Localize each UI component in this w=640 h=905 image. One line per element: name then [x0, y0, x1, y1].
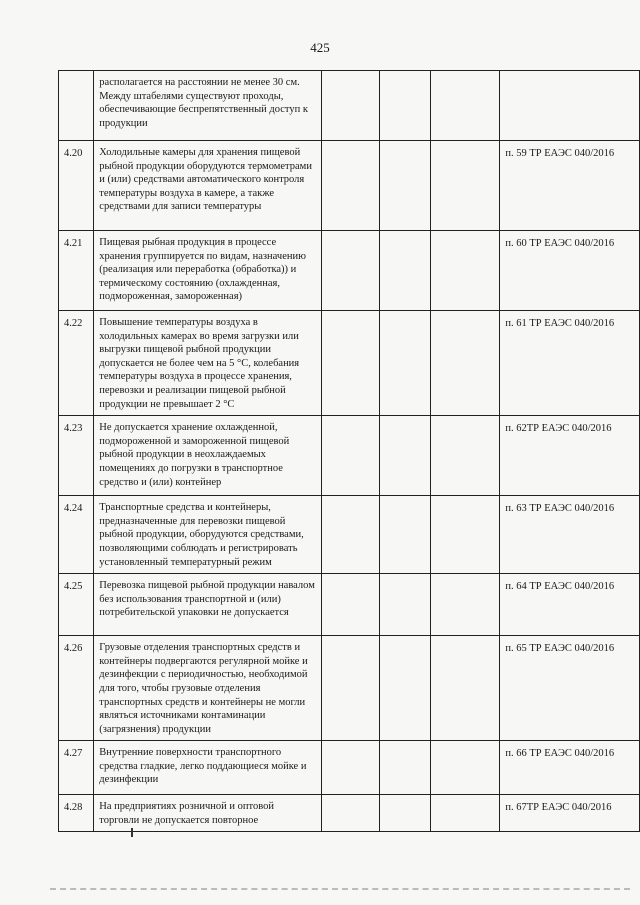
empty-cell	[431, 496, 500, 574]
table-row	[59, 741, 640, 795]
empty-cell	[321, 574, 379, 636]
empty-cell	[431, 71, 500, 141]
row-number: 4.20	[59, 141, 94, 231]
reference-cell: п. 65 ТР ЕАЭС 040/2016	[500, 636, 640, 741]
empty-cell	[380, 231, 431, 311]
requirement-text: Пищевая рыбная продукция в процессе хранения группируется по видам, назначению (реализация или переработка (обработка)) и термическому состоянию (охлажденная, подмороженная, замороженная)	[94, 231, 322, 311]
row-number: 4.22	[59, 311, 94, 416]
empty-cell	[321, 231, 379, 311]
empty-cell	[431, 141, 500, 231]
empty-cell	[321, 636, 379, 741]
empty-cell	[431, 636, 500, 741]
row-number: 4.28	[59, 795, 94, 832]
requirement-text: Грузовые отделения транспортных средств и контейнеры подвергаются регулярной мойке и дезинфекции с периодичностью, необходимой для того, чтобы грузовые отделения транспортных средств и контейнеры не могли являться источниками контаминации (загрязнения) продукции	[94, 636, 322, 741]
empty-cell	[321, 311, 379, 416]
row-number: 4.24	[59, 496, 94, 574]
empty-cell	[431, 741, 500, 795]
empty-cell	[380, 416, 431, 496]
table-body	[59, 71, 640, 832]
table-row	[59, 141, 640, 231]
table-row	[59, 795, 640, 832]
empty-cell	[380, 71, 431, 141]
row-number: 4.23	[59, 416, 94, 496]
reference-cell: п. 66 ТР ЕАЭС 040/2016	[500, 741, 640, 795]
empty-cell	[431, 416, 500, 496]
empty-cell	[431, 231, 500, 311]
table-row	[59, 574, 640, 636]
row-number: 4.27	[59, 741, 94, 795]
reference-cell: п. 64 ТР ЕАЭС 040/2016	[500, 574, 640, 636]
scan-mark	[131, 828, 133, 837]
empty-cell	[380, 795, 431, 832]
reference-cell: п. 61 ТР ЕАЭС 040/2016	[500, 311, 640, 416]
empty-cell	[321, 416, 379, 496]
empty-cell	[380, 496, 431, 574]
reference-cell	[500, 71, 640, 141]
table-row	[59, 231, 640, 311]
requirement-text: Холодильные камеры для хранения пищевой рыбной продукции оборудуются термометрами и (или) средствами автоматического контроля температуры воздуха в камере, а также средствами для записи температуры	[94, 141, 322, 231]
empty-cell	[321, 496, 379, 574]
page-number: 425	[310, 40, 330, 55]
empty-cell	[380, 574, 431, 636]
reference-cell: п. 59 ТР ЕАЭС 040/2016	[500, 141, 640, 231]
empty-cell	[431, 574, 500, 636]
checklist-table	[58, 70, 640, 832]
reference-cell: п. 60 ТР ЕАЭС 040/2016	[500, 231, 640, 311]
requirement-text: На предприятиях розничной и оптовой торговли не допускается повторное	[94, 795, 322, 832]
table-row	[59, 496, 640, 574]
empty-cell	[380, 636, 431, 741]
requirement-text: Транспортные средства и контейнеры, предназначенные для перевозки пищевой рыбной продукции, оборудуются средствами, позволяющими соблюдать и регистрировать установленный температурный режим	[94, 496, 322, 574]
table-row	[59, 636, 640, 741]
empty-cell	[321, 795, 379, 832]
row-number: 4.25	[59, 574, 94, 636]
empty-cell	[380, 141, 431, 231]
reference-cell: п. 63 ТР ЕАЭС 040/2016	[500, 496, 640, 574]
requirement-text: Перевозка пищевой рыбной продукции навалом без использования транспортной и (или) потребительской упаковки не допускается	[94, 574, 322, 636]
requirement-text: располагается на расстоянии не менее 30 см. Между штабелями существуют проходы, обеспечивающие беспрепятственный доступ к продукции	[94, 71, 322, 141]
reference-cell: п. 62ТР ЕАЭС 040/2016	[500, 416, 640, 496]
requirement-text: Не допускается хранение охлажденной, подмороженной и замороженной пищевой рыбной продукции в неохлаждаемых помещениях до погрузки в транспортное средство и (или) контейнер	[94, 416, 322, 496]
empty-cell	[380, 741, 431, 795]
empty-cell	[431, 311, 500, 416]
row-number	[59, 71, 94, 141]
table-row	[59, 71, 640, 141]
row-number: 4.21	[59, 231, 94, 311]
empty-cell	[321, 741, 379, 795]
requirement-text: Внутренние поверхности транспортного средства гладкие, легко поддающиеся мойке и дезинфекции	[94, 741, 322, 795]
empty-cell	[321, 71, 379, 141]
empty-cell	[321, 141, 379, 231]
row-number: 4.26	[59, 636, 94, 741]
reference-cell: п. 67ТР ЕАЭС 040/2016	[500, 795, 640, 832]
scan-artifact-dashes	[50, 888, 630, 894]
requirement-text: Повышение температуры воздуха в холодильных камерах во время загрузки или выгрузки пищевой рыбной продукции допускается не более чем на 5 °С, колебания температуры воздуха в процессе хранения, перевозки и реализации пищевой рыбной продукции не превышает 2 °С	[94, 311, 322, 416]
empty-cell	[380, 311, 431, 416]
table-row	[59, 311, 640, 416]
table-row	[59, 416, 640, 496]
empty-cell	[431, 795, 500, 832]
